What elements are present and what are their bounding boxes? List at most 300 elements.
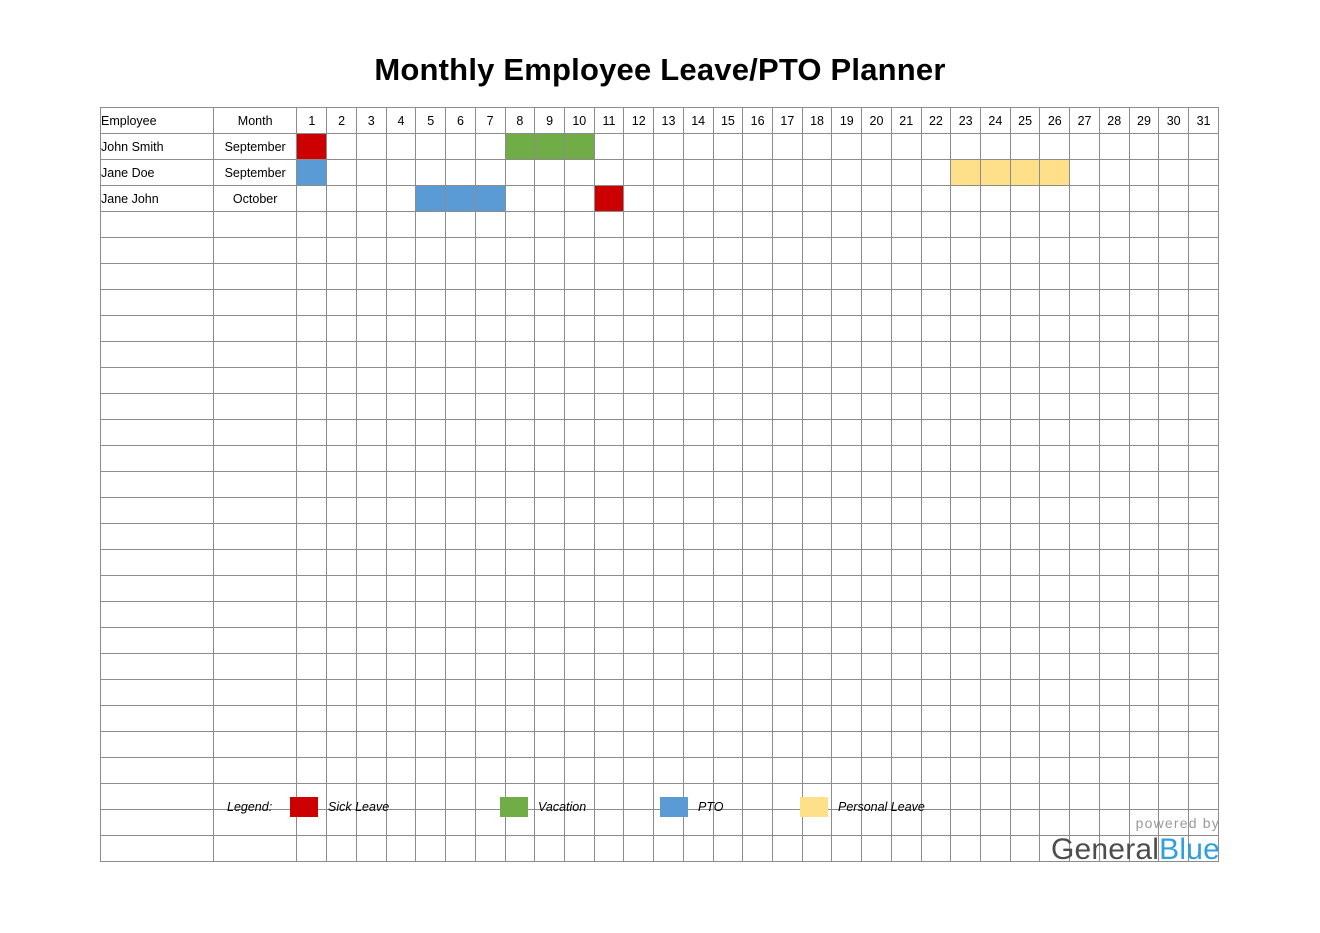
day-cell[interactable] (535, 160, 565, 186)
day-cell[interactable] (654, 446, 684, 472)
day-cell[interactable] (772, 316, 802, 342)
day-cell[interactable] (297, 836, 327, 862)
day-cell[interactable] (564, 394, 594, 420)
day-cell[interactable] (446, 186, 476, 212)
day-cell[interactable] (297, 602, 327, 628)
day-cell[interactable] (416, 212, 446, 238)
day-cell[interactable] (416, 342, 446, 368)
day-cell[interactable] (772, 758, 802, 784)
day-cell[interactable] (772, 264, 802, 290)
day-cell[interactable] (1070, 264, 1100, 290)
day-cell[interactable] (802, 758, 832, 784)
day-cell[interactable] (1010, 732, 1040, 758)
day-cell[interactable] (535, 498, 565, 524)
day-cell[interactable] (446, 836, 476, 862)
day-cell[interactable] (327, 680, 357, 706)
day-cell[interactable] (921, 836, 951, 862)
day-cell[interactable] (535, 446, 565, 472)
employee-name-cell[interactable] (101, 498, 214, 524)
day-cell[interactable] (1099, 264, 1129, 290)
day-cell[interactable] (386, 238, 416, 264)
day-cell[interactable] (951, 134, 981, 160)
day-cell[interactable] (1010, 238, 1040, 264)
day-cell[interactable] (475, 212, 505, 238)
day-cell[interactable] (624, 836, 654, 862)
day-cell[interactable] (1129, 550, 1159, 576)
day-cell[interactable] (921, 316, 951, 342)
day-cell[interactable] (297, 706, 327, 732)
day-cell[interactable] (356, 498, 386, 524)
day-cell[interactable] (951, 654, 981, 680)
day-cell[interactable] (594, 420, 624, 446)
day-cell[interactable] (1040, 238, 1070, 264)
day-cell[interactable] (921, 394, 951, 420)
day-cell[interactable] (1159, 420, 1189, 446)
day-cell[interactable] (564, 316, 594, 342)
day-cell[interactable] (475, 758, 505, 784)
day-cell[interactable] (654, 368, 684, 394)
day-cell[interactable] (505, 602, 535, 628)
month-cell[interactable] (213, 290, 297, 316)
day-cell[interactable] (1040, 264, 1070, 290)
day-cell[interactable] (832, 238, 862, 264)
day-cell[interactable] (713, 290, 743, 316)
employee-name-cell[interactable] (101, 654, 214, 680)
day-cell[interactable] (475, 368, 505, 394)
day-cell[interactable] (1129, 680, 1159, 706)
day-cell[interactable] (416, 628, 446, 654)
day-cell[interactable] (1099, 290, 1129, 316)
month-cell[interactable] (213, 836, 297, 862)
day-cell[interactable] (1040, 576, 1070, 602)
day-cell[interactable] (802, 472, 832, 498)
day-cell[interactable] (772, 368, 802, 394)
day-cell[interactable] (416, 836, 446, 862)
day-cell[interactable] (1159, 654, 1189, 680)
day-cell[interactable] (743, 134, 773, 160)
day-cell[interactable] (594, 602, 624, 628)
month-cell[interactable] (213, 706, 297, 732)
day-cell[interactable] (772, 836, 802, 862)
day-cell[interactable] (713, 706, 743, 732)
day-cell[interactable] (891, 472, 921, 498)
day-cell[interactable] (654, 212, 684, 238)
day-cell[interactable] (356, 576, 386, 602)
day-cell[interactable] (327, 186, 357, 212)
day-cell[interactable] (772, 134, 802, 160)
day-cell[interactable] (356, 550, 386, 576)
day-cell[interactable] (327, 342, 357, 368)
day-cell[interactable] (891, 342, 921, 368)
day-cell[interactable] (624, 576, 654, 602)
day-cell[interactable] (951, 212, 981, 238)
day-cell[interactable] (713, 212, 743, 238)
day-cell[interactable] (772, 498, 802, 524)
day-cell[interactable] (921, 654, 951, 680)
day-cell[interactable] (356, 186, 386, 212)
day-cell[interactable] (713, 238, 743, 264)
month-cell[interactable] (213, 238, 297, 264)
day-cell[interactable] (832, 498, 862, 524)
day-cell[interactable] (921, 368, 951, 394)
day-cell[interactable] (1189, 290, 1219, 316)
day-cell[interactable] (475, 524, 505, 550)
day-cell[interactable] (416, 550, 446, 576)
day-cell[interactable] (1040, 602, 1070, 628)
day-cell[interactable] (1159, 524, 1189, 550)
day-cell[interactable] (416, 290, 446, 316)
day-cell[interactable] (1129, 160, 1159, 186)
day-cell[interactable] (713, 758, 743, 784)
day-cell[interactable] (713, 836, 743, 862)
day-cell[interactable] (1010, 446, 1040, 472)
day-cell[interactable] (713, 264, 743, 290)
day-cell[interactable] (1129, 524, 1159, 550)
day-cell[interactable] (951, 758, 981, 784)
day-cell[interactable] (654, 264, 684, 290)
day-cell[interactable] (743, 290, 773, 316)
day-cell[interactable] (683, 368, 713, 394)
day-cell[interactable] (356, 836, 386, 862)
day-cell[interactable] (1159, 264, 1189, 290)
day-cell[interactable] (475, 394, 505, 420)
day-cell[interactable] (862, 576, 892, 602)
day-cell[interactable] (356, 706, 386, 732)
day-cell[interactable] (505, 706, 535, 732)
day-cell[interactable] (386, 576, 416, 602)
day-cell[interactable] (862, 342, 892, 368)
day-cell[interactable] (594, 264, 624, 290)
day-cell[interactable] (891, 368, 921, 394)
day-cell[interactable] (624, 342, 654, 368)
day-cell[interactable] (951, 576, 981, 602)
day-cell[interactable] (297, 394, 327, 420)
day-cell[interactable] (1129, 498, 1159, 524)
day-cell[interactable] (1159, 186, 1189, 212)
day-cell[interactable] (981, 680, 1011, 706)
day-cell[interactable] (535, 420, 565, 446)
day-cell[interactable] (475, 316, 505, 342)
day-cell[interactable] (1159, 498, 1189, 524)
day-cell[interactable] (891, 160, 921, 186)
month-cell[interactable] (213, 680, 297, 706)
employee-name-cell[interactable] (101, 836, 214, 862)
day-cell[interactable] (1159, 706, 1189, 732)
day-cell[interactable] (713, 680, 743, 706)
day-cell[interactable] (1159, 446, 1189, 472)
day-cell[interactable] (386, 654, 416, 680)
day-cell[interactable] (891, 290, 921, 316)
day-cell[interactable] (981, 550, 1011, 576)
day-cell[interactable] (535, 680, 565, 706)
day-cell[interactable] (327, 654, 357, 680)
day-cell[interactable] (743, 758, 773, 784)
day-cell[interactable] (1040, 706, 1070, 732)
day-cell[interactable] (564, 498, 594, 524)
day-cell[interactable] (535, 628, 565, 654)
day-cell[interactable] (1099, 550, 1129, 576)
day-cell[interactable] (327, 290, 357, 316)
day-cell[interactable] (743, 576, 773, 602)
day-cell[interactable] (772, 732, 802, 758)
day-cell[interactable] (416, 654, 446, 680)
month-cell[interactable]: September (213, 160, 297, 186)
day-cell[interactable] (1070, 524, 1100, 550)
day-cell[interactable] (297, 680, 327, 706)
day-cell[interactable] (1159, 316, 1189, 342)
day-cell[interactable] (535, 836, 565, 862)
day-cell[interactable] (832, 290, 862, 316)
day-cell[interactable] (356, 368, 386, 394)
day-cell[interactable] (832, 160, 862, 186)
day-cell[interactable] (713, 498, 743, 524)
day-cell[interactable] (475, 576, 505, 602)
day-cell[interactable] (1040, 628, 1070, 654)
day-cell[interactable] (1010, 680, 1040, 706)
day-cell[interactable] (1129, 134, 1159, 160)
day-cell[interactable] (446, 342, 476, 368)
day-cell[interactable] (1189, 420, 1219, 446)
day-cell[interactable] (951, 472, 981, 498)
day-cell[interactable] (594, 472, 624, 498)
day-cell[interactable] (1189, 602, 1219, 628)
day-cell[interactable] (891, 602, 921, 628)
day-cell[interactable] (594, 576, 624, 602)
day-cell[interactable] (386, 290, 416, 316)
day-cell[interactable] (356, 160, 386, 186)
day-cell[interactable] (1129, 732, 1159, 758)
day-cell[interactable] (981, 472, 1011, 498)
day-cell[interactable] (981, 238, 1011, 264)
day-cell[interactable] (386, 446, 416, 472)
day-cell[interactable] (891, 394, 921, 420)
day-cell[interactable] (564, 758, 594, 784)
day-cell[interactable] (921, 576, 951, 602)
day-cell[interactable] (1010, 472, 1040, 498)
day-cell[interactable] (1189, 264, 1219, 290)
day-cell[interactable] (891, 680, 921, 706)
day-cell[interactable] (356, 290, 386, 316)
day-cell[interactable] (654, 394, 684, 420)
day-cell[interactable] (921, 134, 951, 160)
day-cell[interactable] (713, 602, 743, 628)
employee-name-cell[interactable] (101, 524, 214, 550)
day-cell[interactable] (743, 706, 773, 732)
day-cell[interactable] (386, 602, 416, 628)
day-cell[interactable] (475, 602, 505, 628)
day-cell[interactable] (862, 836, 892, 862)
day-cell[interactable] (535, 576, 565, 602)
day-cell[interactable] (564, 680, 594, 706)
day-cell[interactable] (891, 498, 921, 524)
day-cell[interactable] (891, 420, 921, 446)
day-cell[interactable] (862, 264, 892, 290)
day-cell[interactable] (624, 550, 654, 576)
day-cell[interactable] (564, 732, 594, 758)
day-cell[interactable] (327, 602, 357, 628)
day-cell[interactable] (327, 394, 357, 420)
day-cell[interactable] (356, 238, 386, 264)
day-cell[interactable] (327, 498, 357, 524)
day-cell[interactable] (1040, 680, 1070, 706)
day-cell[interactable] (327, 264, 357, 290)
day-cell[interactable] (832, 368, 862, 394)
day-cell[interactable] (981, 654, 1011, 680)
day-cell[interactable] (386, 368, 416, 394)
day-cell[interactable] (981, 134, 1011, 160)
day-cell[interactable] (327, 706, 357, 732)
day-cell[interactable] (654, 134, 684, 160)
day-cell[interactable] (505, 368, 535, 394)
day-cell[interactable] (713, 186, 743, 212)
day-cell[interactable] (772, 576, 802, 602)
day-cell[interactable] (862, 290, 892, 316)
day-cell[interactable] (981, 342, 1011, 368)
day-cell[interactable] (475, 498, 505, 524)
day-cell[interactable] (327, 550, 357, 576)
day-cell[interactable] (1129, 446, 1159, 472)
day-cell[interactable] (327, 732, 357, 758)
day-cell[interactable] (1099, 732, 1129, 758)
day-cell[interactable] (862, 732, 892, 758)
day-cell[interactable] (891, 836, 921, 862)
day-cell[interactable] (1070, 628, 1100, 654)
day-cell[interactable] (446, 628, 476, 654)
day-cell[interactable] (475, 550, 505, 576)
day-cell[interactable] (1040, 394, 1070, 420)
day-cell[interactable] (535, 186, 565, 212)
day-cell[interactable] (1159, 212, 1189, 238)
day-cell[interactable] (1159, 758, 1189, 784)
day-cell[interactable] (386, 342, 416, 368)
day-cell[interactable] (327, 758, 357, 784)
day-cell[interactable] (862, 160, 892, 186)
day-cell[interactable] (1010, 342, 1040, 368)
day-cell[interactable] (564, 654, 594, 680)
day-cell[interactable] (743, 342, 773, 368)
day-cell[interactable] (683, 212, 713, 238)
day-cell[interactable] (564, 134, 594, 160)
employee-name-cell[interactable] (101, 212, 214, 238)
day-cell[interactable] (356, 394, 386, 420)
day-cell[interactable] (921, 758, 951, 784)
day-cell[interactable] (475, 134, 505, 160)
day-cell[interactable] (683, 472, 713, 498)
day-cell[interactable] (624, 758, 654, 784)
day-cell[interactable] (1070, 160, 1100, 186)
day-cell[interactable] (475, 186, 505, 212)
day-cell[interactable] (416, 706, 446, 732)
day-cell[interactable] (1010, 576, 1040, 602)
day-cell[interactable] (594, 706, 624, 732)
employee-name-cell[interactable] (101, 420, 214, 446)
day-cell[interactable] (802, 706, 832, 732)
day-cell[interactable] (802, 602, 832, 628)
day-cell[interactable] (1129, 472, 1159, 498)
day-cell[interactable] (743, 498, 773, 524)
day-cell[interactable] (743, 472, 773, 498)
day-cell[interactable] (862, 186, 892, 212)
day-cell[interactable] (743, 368, 773, 394)
day-cell[interactable] (743, 836, 773, 862)
day-cell[interactable] (832, 316, 862, 342)
day-cell[interactable] (356, 342, 386, 368)
day-cell[interactable] (416, 732, 446, 758)
day-cell[interactable] (951, 290, 981, 316)
day-cell[interactable] (981, 368, 1011, 394)
day-cell[interactable] (683, 758, 713, 784)
day-cell[interactable] (743, 394, 773, 420)
day-cell[interactable] (1070, 316, 1100, 342)
day-cell[interactable] (683, 524, 713, 550)
employee-name-cell[interactable] (101, 732, 214, 758)
day-cell[interactable] (1070, 290, 1100, 316)
day-cell[interactable] (862, 134, 892, 160)
day-cell[interactable] (891, 654, 921, 680)
day-cell[interactable] (535, 472, 565, 498)
day-cell[interactable] (1189, 316, 1219, 342)
day-cell[interactable] (356, 602, 386, 628)
day-cell[interactable] (505, 316, 535, 342)
day-cell[interactable] (564, 706, 594, 732)
day-cell[interactable] (624, 368, 654, 394)
day-cell[interactable] (981, 446, 1011, 472)
day-cell[interactable] (1159, 472, 1189, 498)
day-cell[interactable] (416, 498, 446, 524)
day-cell[interactable] (1040, 498, 1070, 524)
day-cell[interactable] (772, 342, 802, 368)
day-cell[interactable] (1189, 758, 1219, 784)
day-cell[interactable] (772, 472, 802, 498)
day-cell[interactable] (535, 368, 565, 394)
day-cell[interactable] (564, 342, 594, 368)
day-cell[interactable] (654, 576, 684, 602)
day-cell[interactable] (1040, 524, 1070, 550)
day-cell[interactable] (416, 758, 446, 784)
day-cell[interactable] (386, 264, 416, 290)
day-cell[interactable] (832, 706, 862, 732)
day-cell[interactable] (862, 420, 892, 446)
day-cell[interactable] (1129, 264, 1159, 290)
day-cell[interactable] (683, 420, 713, 446)
day-cell[interactable] (446, 706, 476, 732)
day-cell[interactable] (297, 290, 327, 316)
day-cell[interactable] (594, 628, 624, 654)
day-cell[interactable] (386, 134, 416, 160)
day-cell[interactable] (594, 134, 624, 160)
day-cell[interactable] (683, 732, 713, 758)
day-cell[interactable] (832, 576, 862, 602)
day-cell[interactable] (1040, 316, 1070, 342)
day-cell[interactable] (891, 628, 921, 654)
day-cell[interactable] (1099, 368, 1129, 394)
day-cell[interactable] (802, 498, 832, 524)
day-cell[interactable] (951, 524, 981, 550)
day-cell[interactable] (297, 732, 327, 758)
day-cell[interactable] (1159, 290, 1189, 316)
day-cell[interactable] (891, 706, 921, 732)
day-cell[interactable] (802, 134, 832, 160)
day-cell[interactable] (1159, 576, 1189, 602)
employee-name-cell[interactable]: Jane John (101, 186, 214, 212)
day-cell[interactable] (416, 680, 446, 706)
month-cell[interactable] (213, 368, 297, 394)
month-cell[interactable] (213, 316, 297, 342)
day-cell[interactable] (535, 212, 565, 238)
day-cell[interactable] (356, 446, 386, 472)
month-cell[interactable] (213, 264, 297, 290)
day-cell[interactable] (446, 212, 476, 238)
